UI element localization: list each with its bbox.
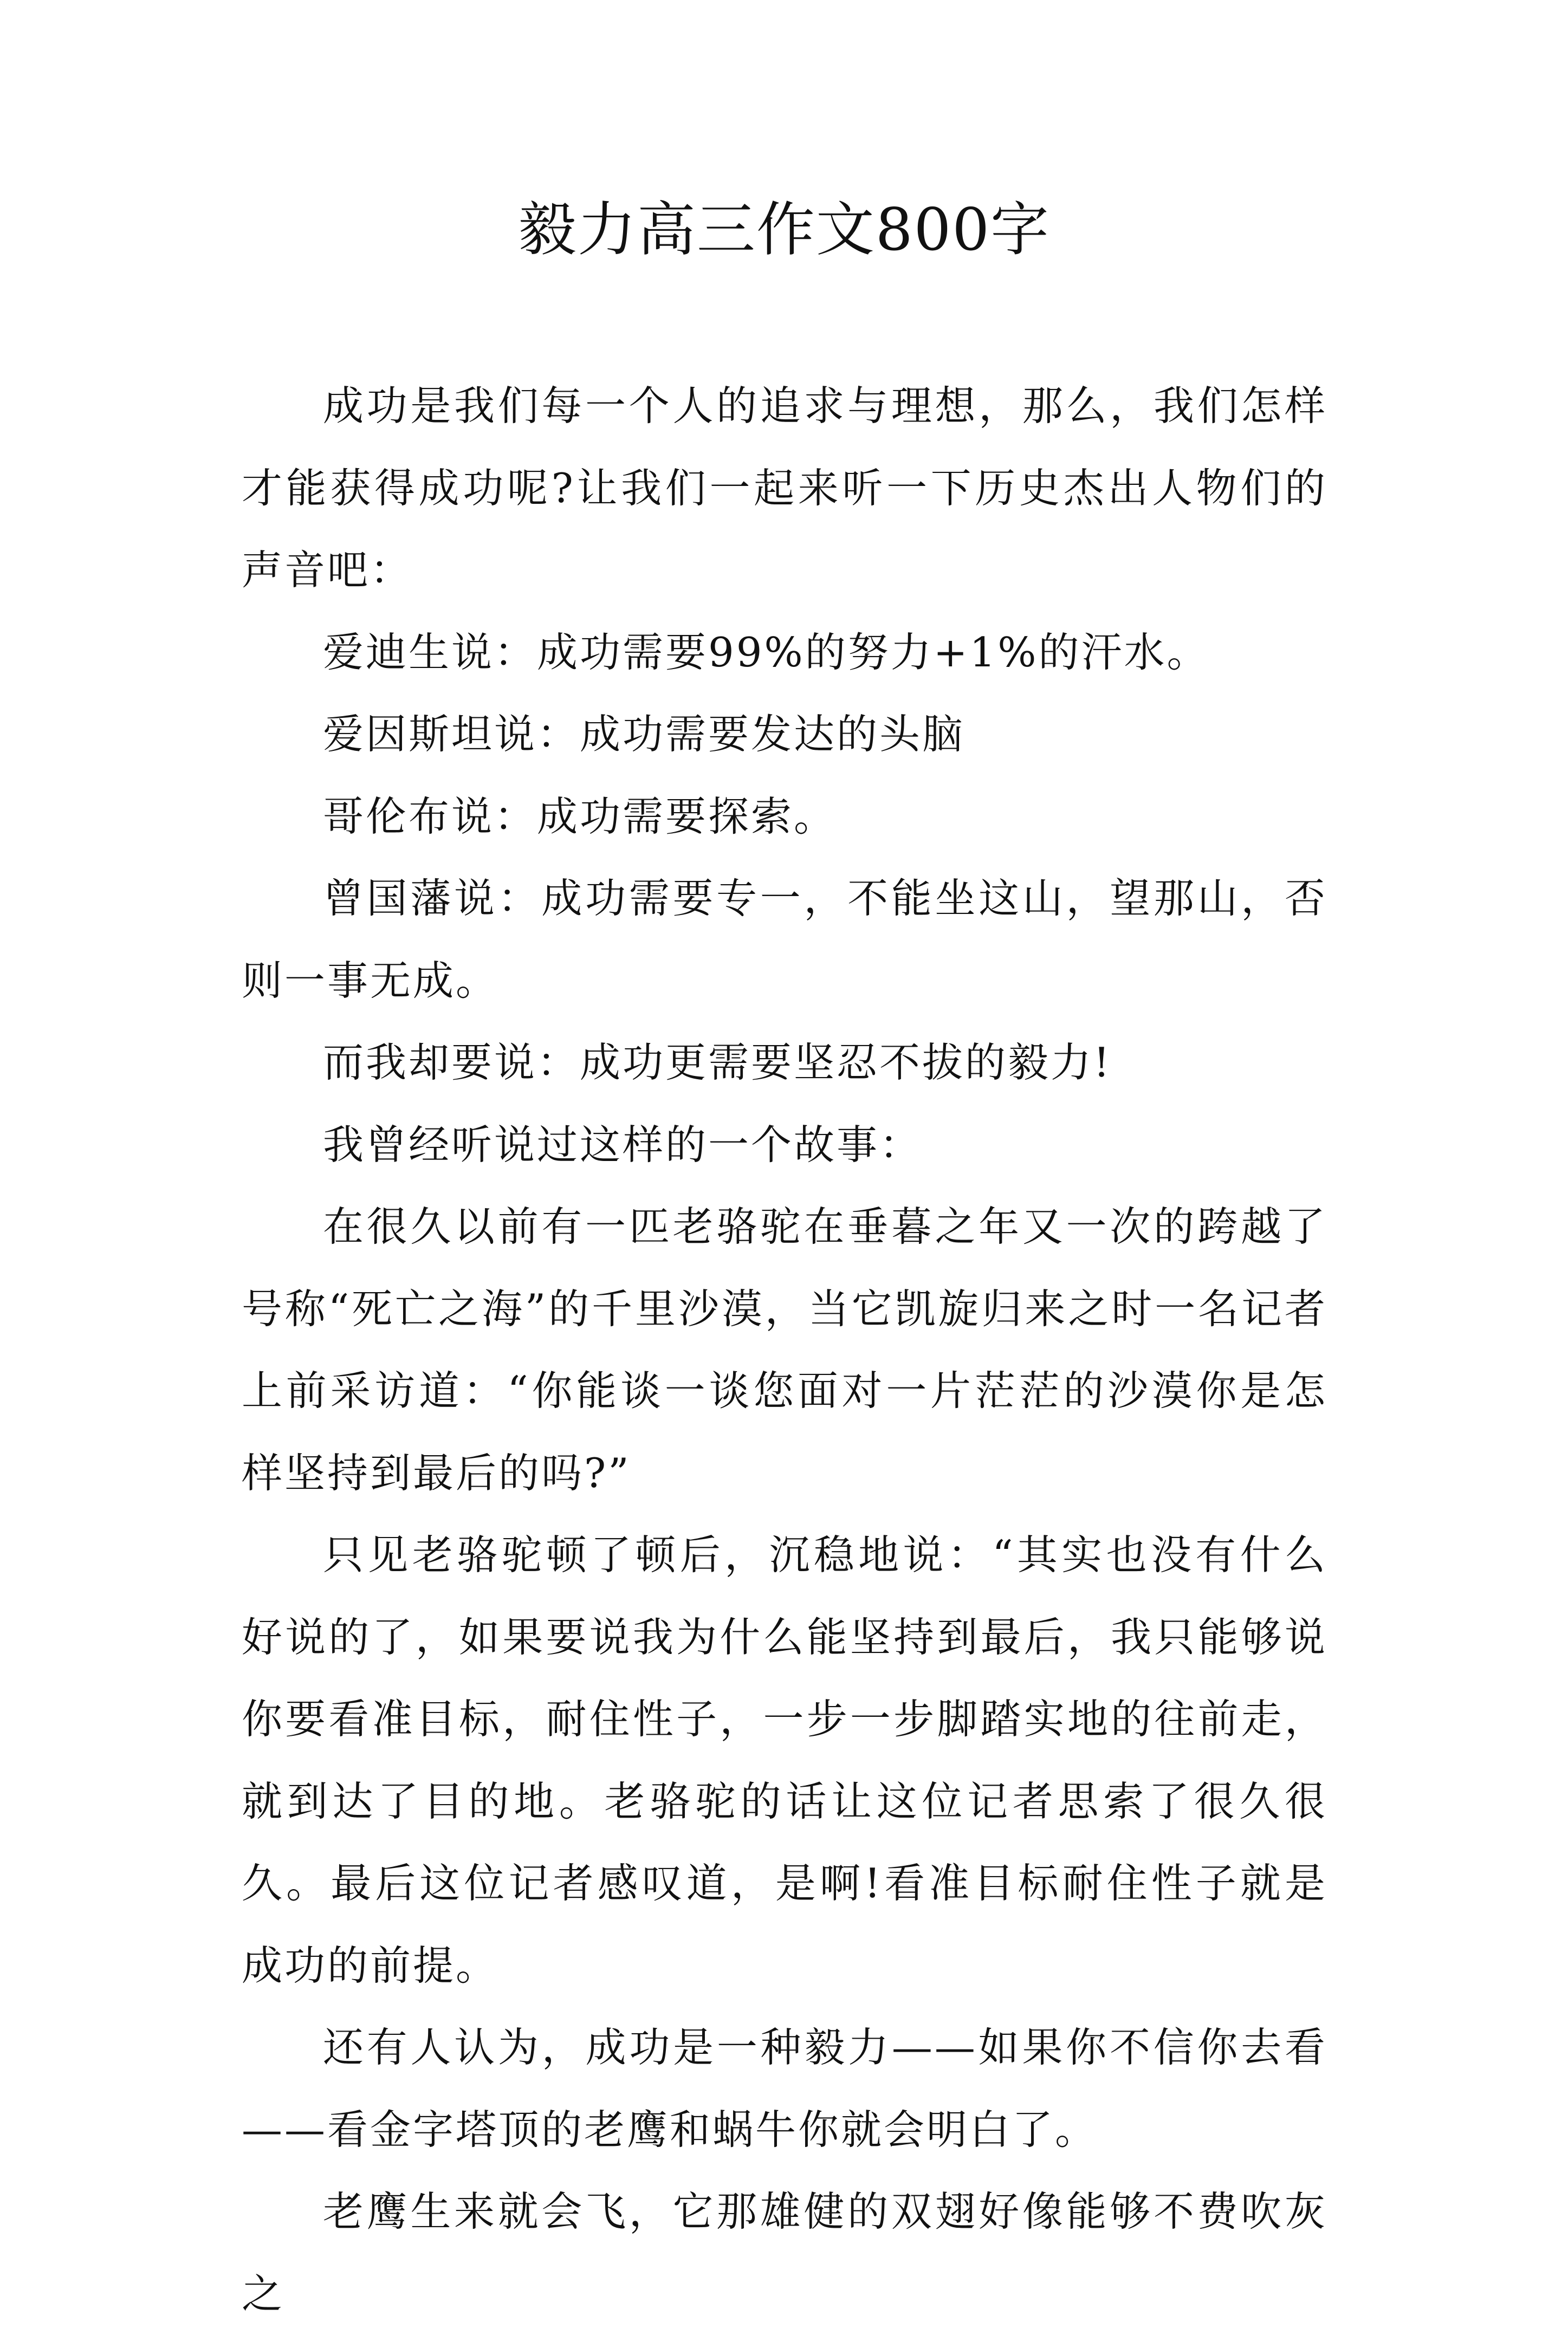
paragraph: 爱因斯坦说：成功需要发达的头脑 [323, 710, 966, 758]
paragraph: 我曾经听说过这样的一个故事： [323, 1120, 923, 1169]
paragraph: 而我却要说：成功更需要坚忍不拔的毅力! [323, 1039, 1112, 1086]
paragraph: 只见老骆驼顿了顿后，沉稳地说：“其实也没有什么好说的了，如果要说我为什么能坚持到最后，我只能够说你要看准目标，耐住性子，一步一步脚踏实地的往前走，就到达了目的地。老骆驼的话让这位记者思索了很久很久。最后这位记者感叹道，是啊!看准目标耐住性子就是成功的前提。 [242, 1531, 1327, 1989]
paragraph: 成功是我们每一个人的追求与理想，那么，我们怎样才能获得成功呢?让我们一起来听一下历史杰出人物们的声音吧： [242, 382, 1327, 594]
paragraph: 爱迪生说：成功需要99%的努力+1%的汗水。 [323, 628, 1210, 676]
paragraph: 哥伦布说：成功需要探索。 [323, 792, 837, 840]
paragraph: 曾国藩说：成功需要专一，不能坐这山，望那山，否则一事无成。 [242, 874, 1327, 1004]
paragraph: 老鹰生来就会飞，它那雄健的双翅好像能够不费吹灰之 [242, 2188, 1327, 2318]
paragraph: 还有人认为，成功是一种毅力——如果你不信你去看——看金字塔顶的老鹰和蜗牛你就会明白了。 [242, 2023, 1327, 2154]
document-body [242, 365, 1327, 2335]
document-title: 毅力高三作文800字 [517, 196, 1051, 264]
paragraph: 在很久以前有一匹老骆驼在垂暮之年又一次的跨越了号称“死亡之海”的千里沙漠，当它凯旋归来之时一名记者上前采访道：“你能谈一谈您面对一片茫茫的沙漠你是怎样坚持到最后的吗?” [242, 1203, 1327, 1497]
